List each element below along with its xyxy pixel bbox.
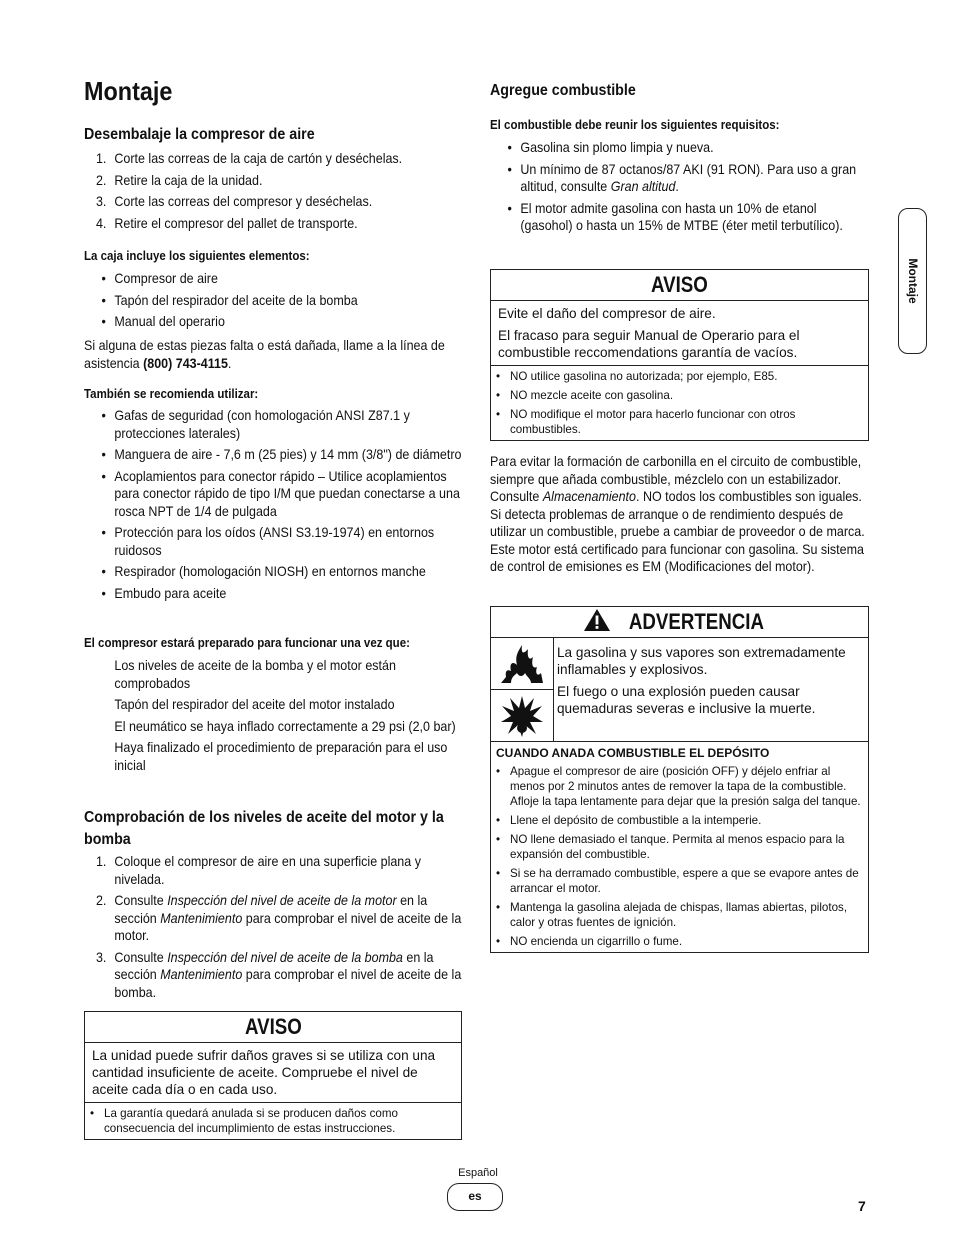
fuel-requirements-list xyxy=(490,139,870,239)
list-item: Haya finalizado el procedimiento de preparación para el uso inicial xyxy=(114,740,448,773)
list-item: • La garantía quedará anulada si se producen daños como consecuencia del incumplimiento de estas instrucciones. xyxy=(90,1106,456,1136)
unpack-heading: Desembalaje la compresor de aire xyxy=(84,126,315,143)
list-item: • Respirador (homologación NIOSH) en entornos manche xyxy=(84,563,464,581)
list-item: • Acoplamientos para conector rápido – Utilice acoplamientos para conector rápido de tipo I/M que puedan conectarse a una rosca NPT de 1/4 de pulgada xyxy=(84,468,464,521)
list-item: • Un mínimo de 87 octanos/87 AKI (91 RON). Para uso a gran altitud, consulte Gran altitud. xyxy=(490,161,870,196)
fuel-stabilizer-paragraph: Para evitar la formación de carbonilla en el circuito de combustible, siempre que añada combustible, mézclelo con un estabilizador. Consulte Almacenamiento. NO todos los combustibles son iguales. Si detecta problemas de arranque o de rendimiento después de utilizar un combustible, pruebe a cambiar de proveedor o de marca. Este motor está certificado para funcionar con gasolina. Su sistema de control de emisiones es EM (Modificaciones del motor). xyxy=(490,454,865,574)
fuel-heading: Agregue combustible xyxy=(490,82,636,99)
list-item: • Embudo para aceite xyxy=(84,585,464,603)
footer-language: Español xyxy=(458,1167,498,1179)
list-item: 4. Retire el compresor del pallet de transporte. xyxy=(95,215,358,231)
hazard-icons xyxy=(491,638,554,741)
notice-title: AVISO xyxy=(85,1012,461,1043)
side-tab-label: Montaje xyxy=(905,258,920,304)
section-side-tab xyxy=(898,208,927,354)
list-item: 2. Retire la caja de la unidad. xyxy=(95,172,263,188)
list-item: Tapón del respirador del aceite del motor instalado xyxy=(114,697,395,712)
list-item: 3. Corte las correas del compresor y deséchelas. xyxy=(95,194,373,209)
fire-icon xyxy=(497,643,547,685)
list-item: • Llene el depósito de combustible a la intemperie. xyxy=(496,813,863,828)
list-item: • Apague el compresor de aire (posición OFF) y déjelo enfriar al menos por 2 minutos antes de remover la tapa de la combustible. Afloje la tapa lentamente para dejar que la presión salga del tanque. xyxy=(496,764,863,809)
list-item: • NO llene demasiado el tanque. Permita al menos espacio para la expansión del combustible. xyxy=(496,832,863,862)
list-item: • Protección para los oídos (ANSI S3.19-1974) en entornos ruidosos xyxy=(84,524,464,559)
list-item: • Mantenga la gasolina alejada de chispas, llamas abiertas, pilotos, calor y otras fuentes de ignición. xyxy=(496,900,863,930)
notice-body: La unidad puede sufrir daños graves si se utiliza con una cantidad insuficiente de aceite. Compruebe el nivel de aceite cada día o en cada uso. xyxy=(92,1048,436,1097)
list-item: • NO mezcle aceite con gasolina. xyxy=(496,388,863,403)
list-item: • El motor admite gasolina con hasta un 10% de etanol (gasohol) o hasta un 15% de MTBE (éter metil terbutílico). xyxy=(490,200,870,235)
oil-notice-box xyxy=(84,1011,462,1140)
list-item: • Manual del operario xyxy=(84,313,464,331)
list-item: • Manguera de aire - 7,6 m (25 pies) y 14 mm (3/8") de diámetro xyxy=(84,446,464,464)
list-item: • NO utilice gasolina no autorizada; por ejemplo, E85. xyxy=(496,369,863,384)
list-item: • Tapón del respirador del aceite de la bomba xyxy=(84,292,464,310)
recommend-heading: También se recomienda utilizar: xyxy=(84,387,259,401)
list-item: • NO modifique el motor para hacerlo funcionar con otros combustibles. xyxy=(496,407,863,437)
fuel-warning-box xyxy=(490,606,869,953)
list-item: • Gafas de seguridad (con homologación ANSI Z87.1 y protecciones laterales) xyxy=(84,407,464,442)
notice-body: Evite el daño del compresor de aire. El fracaso para seguir Manual de Operario para el combustible reccomendations garantía de vacíos. xyxy=(498,306,800,360)
ready-heading: El compresor estará preparado para funcionar una vez que: xyxy=(84,636,410,650)
notice-title: AVISO xyxy=(491,270,868,301)
fuel-requirements-heading: El combustible debe reunir los siguientes requisitos: xyxy=(490,118,780,132)
warning-sub-heading: CUANDO ANADA COMBUSTIBLE EL DEPÓSITO xyxy=(496,746,770,760)
warning-title: ADVERTENCIA xyxy=(491,607,868,638)
missing-parts-text: Si alguna de estas piezas falta o está dañada, llame a la línea de asistencia (800) 743-4115. xyxy=(84,338,445,371)
list-item: • Gasolina sin plomo limpia y nueva. xyxy=(490,139,870,157)
ready-list xyxy=(84,657,464,778)
list-item: 1. Coloque el compresor de aire en una superficie plana y nivelada. xyxy=(95,854,421,887)
includes-heading: La caja incluye los siguientes elementos: xyxy=(84,249,310,263)
list-item: • Compresor de aire xyxy=(84,270,464,288)
list-item: 1. Corte las correas de la caja de cartón y deséchelas. xyxy=(95,151,403,166)
list-item: 2. Consulte Inspección del nivel de aceite de la motor en la sección Mantenimiento para comprobar el nivel de aceite de la motor. xyxy=(95,893,462,943)
list-item: Los niveles de aceite de la bomba y el motor están comprobados xyxy=(114,658,396,691)
warning-triangle-icon xyxy=(583,608,611,632)
list-item: • NO encienda un cigarrillo o fume. xyxy=(496,934,863,949)
warning-body: La gasolina y sus vapores son extremadamente inflamables y explosivos. El fuego o una explosión pueden causar quemaduras severas e inclusive la muerte. xyxy=(557,645,846,716)
oil-check-steps xyxy=(84,853,464,1005)
page-number: 7 xyxy=(858,1198,866,1214)
oil-check-heading: Comprobación de los niveles de aceite del motor y la bomba xyxy=(84,809,444,848)
notice-bullets xyxy=(491,365,868,440)
notice-bullets xyxy=(85,1102,461,1139)
fuel-notice-box xyxy=(490,269,869,441)
warning-bullets xyxy=(491,763,868,952)
list-item: 3. Consulte Inspección del nivel de aceite de la bomba en la sección Mantenimiento para comprobar el nivel de aceite de la bomba. xyxy=(95,949,462,1000)
list-item: El neumático se haya inflado correctamente a 29 psi (2,0 bar) xyxy=(114,718,456,734)
explosion-icon xyxy=(500,694,544,738)
helpline-phone: (800) 743-4115 xyxy=(143,355,228,371)
language-code-badge: es xyxy=(447,1183,503,1211)
list-item: • Si se ha derramado combustible, espere a que se evapore antes de arrancar el motor. xyxy=(496,866,863,896)
page-title: Montaje xyxy=(84,76,173,106)
includes-list xyxy=(84,270,464,335)
recommend-list xyxy=(84,407,464,606)
unpack-steps xyxy=(84,150,464,236)
